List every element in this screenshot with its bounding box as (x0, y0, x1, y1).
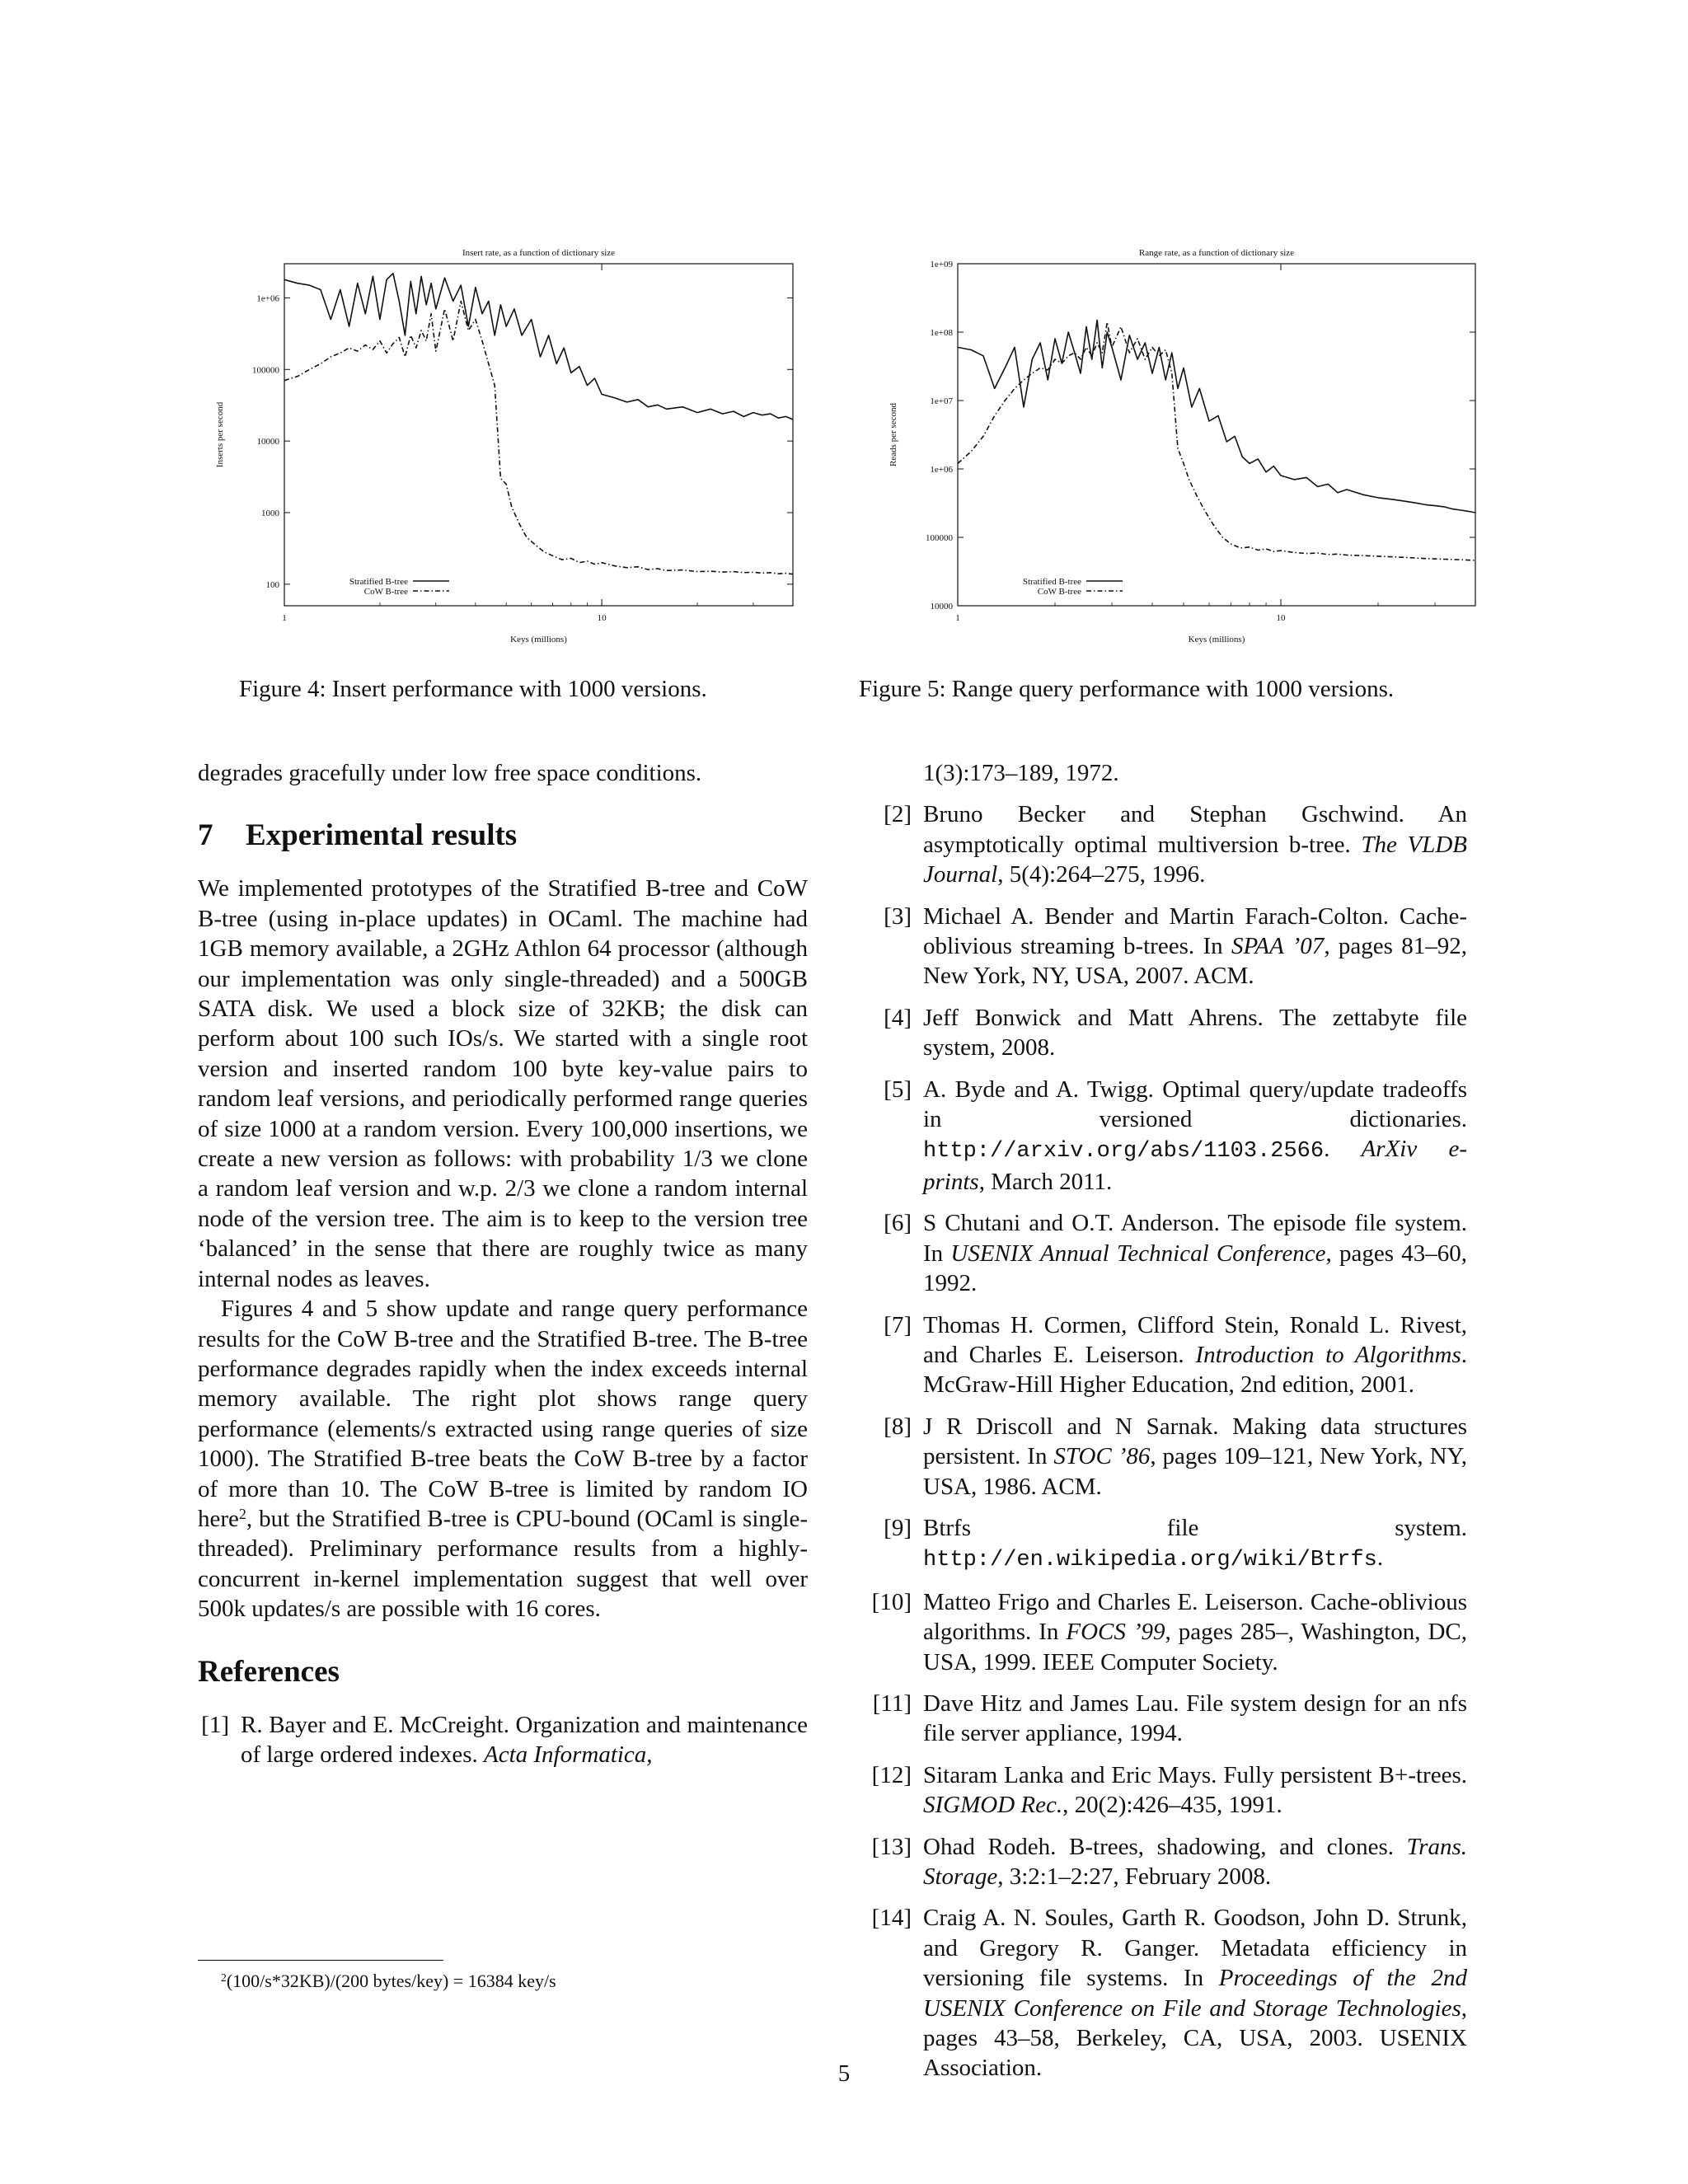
stratified-btree-line (958, 320, 1475, 513)
figure-4 (198, 235, 808, 647)
reference-item (857, 1208, 1467, 1298)
reference-label: [4] (884, 1004, 912, 1031)
legend-label: Stratified B-tree (1022, 577, 1081, 587)
figure-5-caption: Figure 5: Range query performance with 1000 versions. (859, 676, 1395, 702)
reference-item (857, 1513, 1467, 1576)
reference-text: Btrfs file system. http://en.wikipedia.org/wiki/Btrfs. (923, 1514, 1467, 1573)
paragraph-2 (198, 1294, 808, 1624)
left-column (198, 758, 808, 1781)
x-axis-label: Keys (millions) (510, 635, 567, 644)
reference-venue: Trans. Storage (923, 1833, 1467, 1890)
reference-item (857, 1075, 1467, 1197)
reference-label: [13] (871, 1833, 912, 1860)
chart-title: Insert rate, as a function of dictionary size (462, 248, 616, 258)
reference-item (857, 1903, 1467, 2083)
plot-frame (958, 264, 1475, 606)
reference-venue: SPAA ’07 (1231, 933, 1325, 960)
reference-url[interactable]: http://arxiv.org/abs/1103.2566 (923, 1139, 1325, 1165)
carryover-text: degrades gracefully under low free space conditions. (198, 760, 702, 786)
figure-5 (865, 235, 1492, 647)
reference-text: Thomas H. Cormen, Clifford Stein, Ronald L. Rivest, and Charles E. Leiserson. Introduction to Algorithms. McGraw-Hill Higher Education, 2nd edition, 2001. (923, 1311, 1467, 1399)
reference-label: [3] (884, 902, 912, 930)
reference-item (857, 902, 1467, 991)
reference-text: Matteo Frigo and Charles E. Leiserson. Cache-oblivious algorithms. In FOCS ’99, pages 285–, Washington, DC, USA, 1999. IEEE Computer Society. (923, 1588, 1467, 1675)
reference-text: Jeff Bonwick and Matt Ahrens. The zettabyte file system, 2008. (923, 1004, 1467, 1062)
reference-text: J R Driscoll and N Sarnak. Making data structures persistent. In STOC ’86, pages 109–121, New York, NY, USA, 1986. ACM. (923, 1413, 1467, 1500)
section-number: 7 (198, 818, 213, 853)
reference-continuation (857, 758, 1467, 788)
reference-venue: Proceedings of the 2nd USENIX Conference on File and Storage Technologies (923, 1965, 1467, 2022)
section-heading (198, 818, 808, 854)
y-tick-label: 1e+08 (930, 328, 953, 338)
reference-text: Dave Hitz and James Lau. File system design for an nfs file server appliance, 1994. (923, 1690, 1467, 1747)
x-axis-label: Keys (millions) (1188, 635, 1245, 644)
footnote-mark: 2 (221, 1971, 227, 1985)
reference-text: R. Bayer and E. McCreight. Organization and maintenance of large ordered indexes. (241, 1711, 808, 1768)
footnote-text: (100/s*32KB)/(200 bytes/key) = 16384 key/s (226, 1971, 556, 1991)
right-column (857, 758, 1467, 2095)
x-tick-label: 10 (597, 613, 607, 623)
footnote-rule (198, 1960, 443, 1961)
y-axis-label: Reads per second (889, 403, 898, 466)
y-tick-label: 1e+06 (256, 293, 279, 304)
reference-item (857, 1689, 1467, 1749)
reference-item (857, 1310, 1467, 1400)
reference-venue: SIGMOD Rec. (923, 1792, 1063, 1819)
reference-label: [2] (884, 801, 912, 828)
cow-btree-line (958, 322, 1475, 560)
reference-text: Craig A. N. Soules, Garth R. Goodson, John D. Strunk, and Gregory R. Ganger. Metadata efficiency in versioning file systems. In Proceedings of the 2nd USENIX Conference on File and Storage Technologies, pages 43–58, Berkeley, CA, USA, 2003. USENIX Association. (923, 1905, 1467, 2082)
reference-text: Bruno Becker and Stephan Gschwind. An asymptotically optimal multiversion b-tree. The VLDB Journal, 5(4):264–275, 1996. (923, 801, 1467, 888)
cow-btree-line (284, 301, 793, 574)
paragraph-2-end: , but the Stratified B-tree is CPU-bound (OCaml is single-threaded). Preliminary performance results from a highly-concurrent in-kernel implementation suggest that well over 500k updates/s are possible with 16 cores. (198, 1505, 808, 1623)
legend-label: Stratified B-tree (349, 577, 408, 587)
reference-venue: Introduction to Algorithms (1195, 1341, 1461, 1368)
reference-item (857, 1760, 1467, 1821)
paragraph-1: We implemented prototypes of the Stratified B-tree and CoW B-tree (using in-place updates) in OCaml. The machine had 1GB memory available, a 2GHz Athlon 64 processor (although our implementation was only single-threaded) and a 500GB SATA disk. We used a block size of 32KB; the disk can perform about 100 such IOs/s. We started with a single root version and inserted random 100 byte key-value pairs to random leaf versions, and periodically performed range queries of size 1000 at a random version. Every 100,000 insertions, we create a new version as follows: with probability 1/3 we clone a random leaf version and w.p. 2/3 we clone a random internal node of the version tree. The aim is to keep to the version tree ‘balanced’ in the sense that there are roughly twice as many internal nodes as leaves. (198, 875, 808, 1292)
y-tick-label: 1e+07 (930, 396, 953, 406)
insert-rate-chart (198, 235, 808, 647)
paragraph-2-start: Figures 4 and 5 show update and range query performance results for the CoW B-tree and the Stratified B-tree. The B-tree performance degrades rapidly when the index exceeds internal memory available. The right plot shows range query performance (elements/s extracted using range queries of size 1000). The Stratified B-tree beats the CoW B-tree by a factor of more than 10. The CoW B-tree is limited by random IO here (198, 1296, 808, 1532)
reference-label: [6] (884, 1210, 912, 1237)
y-tick-label: 100000 (252, 365, 279, 376)
y-tick-label: 1e+09 (930, 260, 953, 269)
footnote-reference: 2 (238, 1505, 246, 1522)
reference-item (857, 1832, 1467, 1892)
reference-journal: Acta Informatica, (483, 1741, 653, 1768)
range-rate-chart (865, 235, 1492, 647)
y-tick-label: 100000 (926, 533, 953, 543)
legend-label: CoW B-tree (1037, 587, 1081, 597)
y-tick-label: 10000 (930, 602, 953, 612)
reference-label: [11] (872, 1690, 912, 1717)
y-tick-label: 100 (265, 579, 279, 590)
x-tick-label: 10 (1276, 613, 1286, 623)
reference-label: [12] (871, 1761, 912, 1788)
reference-url[interactable]: http://en.wikipedia.org/wiki/Btrfs (923, 1548, 1377, 1573)
reference-venue: ArXiv e-prints (923, 1136, 1468, 1195)
y-tick-label: 1e+06 (930, 465, 953, 475)
reference-venue: STOC ’86 (1053, 1443, 1151, 1470)
reference-label: [10] (871, 1588, 912, 1615)
chart-title: Range rate, as a function of dictionary size (1138, 248, 1295, 258)
reference-label: [8] (884, 1413, 912, 1440)
y-tick-label: 1000 (261, 509, 279, 519)
footnote (221, 1970, 556, 1993)
reference-label: [9] (884, 1514, 912, 1541)
legend-label: CoW B-tree (363, 587, 408, 597)
page-number: 5 (837, 2060, 851, 2087)
y-axis-label: Inserts per second (215, 401, 225, 468)
reference-label: [7] (884, 1311, 912, 1338)
reference-text: S Chutani and O.T. Anderson. The episode file system. In USENIX Annual Technical Conference, pages 43–60, 1992. (923, 1210, 1467, 1297)
reference-venue: USENIX Annual Technical Conference (950, 1240, 1326, 1267)
reference-text: Michael A. Bender and Martin Farach-Colton. Cache-oblivious streaming b-trees. In SPAA ’07, pages 81–92, New York, NY, USA, 2007. ACM. (923, 902, 1467, 990)
stratified-btree-line (284, 274, 793, 419)
reference-text: A. Byde and A. Twigg. Optimal query/update tradeoffs in versioned dictionaries. http://arxiv.org/abs/1103.2566. ArXiv e-prints, March 2011. (923, 1076, 1468, 1195)
reference-text: 1(3):173–189, 1972. (923, 760, 1119, 786)
section-title: Experimental results (246, 818, 518, 853)
reference-venue: The VLDB Journal (923, 831, 1467, 888)
reference-venue: FOCS ’99 (1066, 1619, 1165, 1646)
reference-label: [1] (201, 1711, 229, 1738)
x-tick-label: 1 (282, 613, 287, 623)
reference-item (857, 1003, 1467, 1063)
reference-item (857, 1587, 1467, 1677)
reference-list (857, 799, 1467, 2083)
references-heading: References (198, 1654, 340, 1689)
reference-label: [5] (884, 1076, 912, 1103)
plot-frame (284, 264, 793, 606)
reference-item (190, 1710, 808, 1770)
figure-4-caption: Figure 4: Insert performance with 1000 versions. (239, 676, 707, 702)
reference-item (857, 1412, 1467, 1502)
reference-text: Ohad Rodeh. B-trees, shadowing, and clones. Trans. Storage, 3:2:1–2:27, February 2008. (923, 1833, 1467, 1890)
reference-text: Sitaram Lanka and Eric Mays. Fully persistent B+-trees. SIGMOD Rec., 20(2):426–435, 1991. (923, 1761, 1467, 1819)
x-tick-label: 1 (955, 613, 960, 623)
y-tick-label: 10000 (256, 437, 279, 448)
reference-item (857, 799, 1467, 889)
reference-label: [14] (871, 1905, 912, 1932)
